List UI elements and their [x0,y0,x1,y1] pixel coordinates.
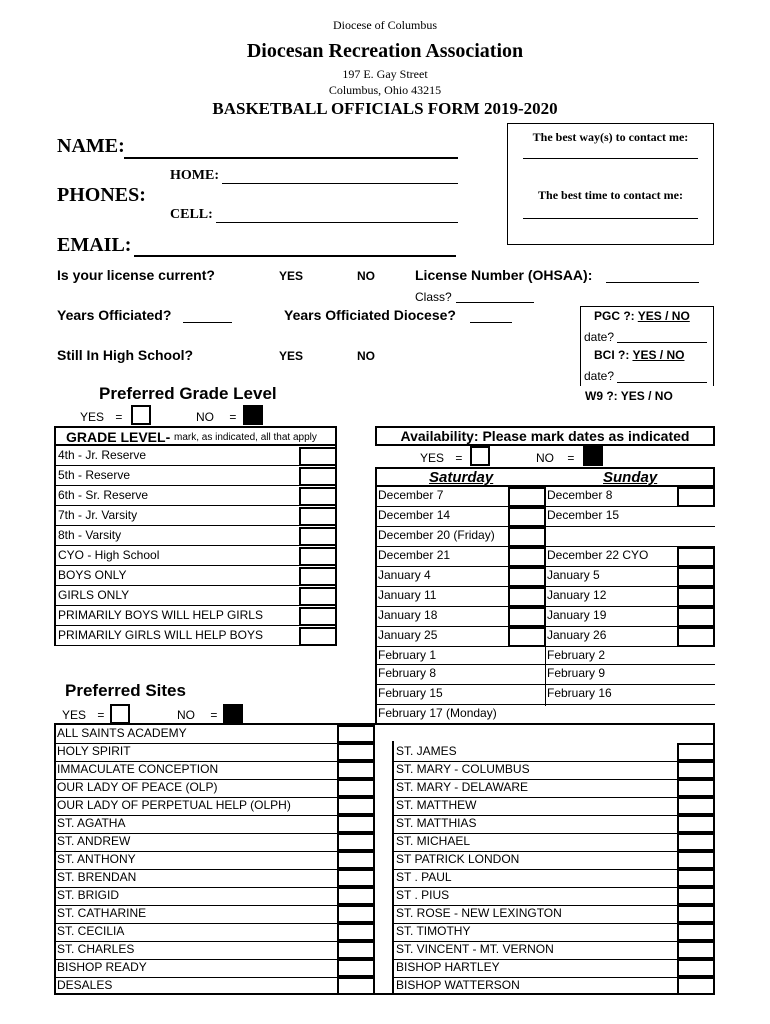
grade-label: PRIMARILY GIRLS WILL HELP BOYS [58,628,263,642]
site-right-label: ST. MATTHIAS [396,816,477,830]
grade-checkbox[interactable] [299,567,337,586]
site-right-label: ST. JAMES [396,744,457,758]
site-left-checkbox[interactable] [337,779,375,797]
site-right-checkbox[interactable] [677,887,715,905]
site-left-checkbox[interactable] [337,941,375,959]
years-officiated-field[interactable] [183,322,232,323]
sunday-checkbox[interactable] [677,547,715,567]
availability-header [375,426,715,446]
grade-no-eq: = [229,410,237,424]
grade-checkbox[interactable] [299,587,337,606]
grade-label: 7th - Jr. Varsity [58,508,138,522]
site-right-checkbox[interactable] [677,905,715,923]
sunday-checkbox[interactable] [677,607,715,627]
site-right-label: BISHOP HARTLEY [396,960,500,974]
saturday-checkbox[interactable] [508,567,546,587]
site-left-label: OUR LADY OF PERPETUAL HELP (OLPH) [57,798,291,812]
site-right-label: ST . PAUL [396,870,452,884]
sunday-header: Sunday [603,469,658,486]
availability-no-legend [536,451,574,465]
sunday-date: December 8 [547,488,613,502]
sites-no-sample-box [223,704,243,724]
grade-row [54,506,337,526]
license-no-option[interactable]: NO [357,269,375,283]
grade-label: 8th - Varsity [58,528,122,542]
site-right-label: ST. MARY - COLUMBUS [396,762,530,776]
sites-heading: Preferred Sites [65,681,186,700]
site-left-label: HOLY SPIRIT [57,744,131,758]
site-right-label: ST. MATTHEW [396,798,477,812]
saturday-date: February 1 [378,648,437,662]
license-number-field[interactable] [606,282,699,283]
grade-row [54,486,337,506]
saturday-date: February 17 (Monday) [378,706,497,720]
grade-label: BOYS ONLY [58,568,127,582]
class-label: Class? [415,290,452,304]
site-right-label: ST . PIUS [396,888,450,902]
availability-divider [545,485,546,706]
avail-left-rule [375,485,377,725]
pgc-date-label: date? [584,330,615,344]
sunday-date: January 19 [547,608,607,622]
high-school-yes-option[interactable]: YES [279,349,304,363]
grade-row [54,626,337,646]
site-right-checkbox[interactable] [677,959,715,977]
diocese-label: Diocese of Columbus [333,18,437,32]
years-officiated-label: Years Officiated? [57,307,172,323]
contact-time-line[interactable] [523,218,698,219]
site-right-label: ST. TIMOTHY [396,924,471,938]
grade-label: CYO - High School [58,548,160,562]
bci-label-text: BCI ?: [594,348,633,362]
home-phone-field[interactable] [222,183,458,184]
site-left-label: ST. CECILIA [57,924,125,938]
email-field[interactable] [134,255,456,257]
sites-no-text: NO [177,708,195,722]
grade-checkbox[interactable] [299,547,337,566]
site-right-checkbox[interactable] [677,761,715,779]
availability-no-sample-box [583,446,603,466]
address-line1: 197 E. Gay Street [342,67,428,81]
sites-yes-sample-box [110,704,130,724]
sunday-date: January 12 [547,588,607,602]
site-left-label: ST. CATHARINE [57,906,147,920]
site-right-checkbox[interactable] [677,923,715,941]
bci-label [594,348,684,362]
saturday-date: February 8 [378,666,437,680]
sunday-date: February 2 [547,648,606,662]
site-left-checkbox[interactable] [337,977,375,995]
sunday-date: January 26 [547,628,607,642]
saturday-date: January 4 [378,568,431,582]
email-label: EMAIL: [57,234,132,256]
years-diocese-label: Years Officiated Diocese? [284,307,456,323]
sunday-checkbox[interactable] [677,567,715,587]
site-left-checkbox[interactable] [337,743,375,761]
form-title: BASKETBALL OFFICIALS FORM 2019-2020 [212,99,558,118]
grade-checkbox[interactable] [299,627,337,646]
sites-divider [392,741,394,994]
sunday-checkbox[interactable] [677,587,715,607]
license-number-label: License Number (OHSAA): [415,267,593,283]
grade-yes-sample-box [131,405,151,425]
site-left-label: ALL SAINTS ACADEMY [57,726,187,740]
organization-title: Diocesan Recreation Association [246,40,524,62]
grade-checkbox[interactable] [299,507,337,526]
saturday-checkbox[interactable] [508,587,546,607]
phones-label: PHONES: [57,184,146,206]
grade-row [54,526,337,546]
site-right-checkbox[interactable] [677,779,715,797]
high-school-label: Still In High School? [57,347,194,363]
grade-checkbox[interactable] [299,467,337,486]
site-right-checkbox[interactable] [677,851,715,869]
site-left-label: ST. ANDREW [57,834,131,848]
address-line2: Columbus, Ohio 43215 [328,83,442,97]
site-left-label: BISHOP READY [57,960,147,974]
site-right-checkbox[interactable] [677,815,715,833]
grade-yes-legend [80,410,122,424]
grade-row [54,466,337,486]
license-current-label: Is your license current? [57,267,215,283]
saturday-date: January 11 [378,588,437,602]
sites-no-eq: = [210,708,218,722]
pgc-label [594,309,690,323]
saturday-checkbox[interactable] [508,627,546,647]
license-yes-option[interactable]: YES [279,269,304,283]
sunday-date: February 16 [547,686,612,700]
site-right-checkbox[interactable] [677,869,715,887]
sunday-date: February 9 [547,666,606,680]
home-phone-label: HOME: [170,168,219,183]
grade-row [54,606,337,626]
saturday-checkbox[interactable] [508,607,546,627]
sunday-checkbox[interactable] [677,627,715,647]
class-field[interactable] [456,302,534,303]
site-left-checkbox[interactable] [337,923,375,941]
site-left-checkbox[interactable] [337,815,375,833]
site-right-checkbox[interactable] [677,797,715,815]
availability-no-text: NO [536,451,554,465]
site-right-label: ST. ROSE - NEW LEXINGTON [396,906,562,920]
site-left-checkbox[interactable] [337,761,375,779]
cell-phone-field[interactable] [216,222,458,223]
grade-no-legend [196,410,236,424]
saturday-date: January 18 [378,608,438,622]
contact-time-label: The best time to contact me: [538,188,683,202]
site-right-checkbox[interactable] [677,941,715,959]
site-right-label: ST. MARY - DELAWARE [396,780,529,794]
saturday-date: December 21 [378,548,451,562]
grade-row [54,566,337,586]
contact-way-line[interactable] [523,158,698,159]
grade-no-text: NO [196,410,214,424]
availability-yes-eq: = [455,451,463,465]
name-label: NAME: [57,135,125,157]
availability-no-eq: = [567,451,575,465]
site-left-checkbox[interactable] [337,959,375,977]
site-right-label: BISHOP WATTERSON [396,978,520,992]
sunday-checkbox[interactable] [677,487,715,507]
site-left-checkbox[interactable] [337,887,375,905]
site-left-checkbox[interactable] [337,725,375,743]
grade-checkbox[interactable] [299,527,337,546]
site-left-label: ST. ANTHONY [57,852,136,866]
grade-label: 5th - Reserve [58,468,131,482]
grade-checkbox[interactable] [299,607,337,626]
site-right-checkbox[interactable] [677,833,715,851]
availability-yes-sample-box [470,446,490,466]
grade-row [54,446,337,466]
site-right-label: ST. VINCENT - MT. VERNON [396,942,554,956]
w9-options[interactable]: W9 ?: YES / NO [585,389,673,403]
site-left-label: ST. BRIGID [57,888,120,902]
saturday-date: January 25 [378,628,438,642]
bci-options[interactable]: YES / NO [632,348,685,362]
site-right-checkbox[interactable] [677,743,715,761]
site-left-checkbox[interactable] [337,851,375,869]
site-left-label: DESALES [57,978,113,992]
grade-yes-eq: = [115,410,123,424]
site-left-checkbox[interactable] [337,797,375,815]
availability-header-text: Availability: Please mark dates as indicated [400,428,690,444]
bci-date-label: date? [584,369,615,383]
grade-checkbox[interactable] [299,447,337,466]
grade-label: GIRLS ONLY [58,588,130,602]
sites-yes-eq: = [97,708,105,722]
grade-heading: Preferred Grade Level [99,384,277,403]
grade-yes-text: YES [80,410,105,424]
grade-label: 4th - Jr. Reserve [58,448,147,462]
cell-phone-label: CELL: [170,207,213,222]
site-left-checkbox[interactable] [337,869,375,887]
grade-row [54,586,337,606]
high-school-no-option[interactable]: NO [357,349,375,363]
sites-no-legend [177,708,217,722]
pgc-left-rule [580,306,581,386]
pgc-label-text: PGC ?: [594,309,638,323]
saturday-header: Saturday [429,469,494,486]
site-left-checkbox[interactable] [337,905,375,923]
sites-yes-text: YES [62,708,87,722]
site-left-checkbox[interactable] [337,833,375,851]
grade-row [54,546,337,566]
day-header-row [375,467,715,487]
bci-date-field[interactable] [617,382,707,383]
site-left-label: IMMACULATE CONCEPTION [57,762,219,776]
sunday-date: January 5 [547,568,600,582]
site-right-label: ST PATRICK LONDON [396,852,520,866]
site-left-label: OUR LADY OF PEACE (OLP) [57,780,218,794]
saturday-checkbox[interactable] [508,487,546,507]
availability-yes-legend [420,451,462,465]
pgc-options[interactable]: YES / NO [637,309,690,323]
site-right-label: ST. MICHAEL [396,834,471,848]
saturday-checkbox[interactable] [508,507,546,527]
grade-checkbox[interactable] [299,487,337,506]
pgc-date-field[interactable] [617,342,707,343]
saturday-checkbox[interactable] [508,527,546,547]
years-diocese-field[interactable] [470,322,512,323]
grade-header-note: mark, as indicated, all that apply [174,432,317,443]
saturday-checkbox[interactable] [508,547,546,567]
saturday-date: December 14 [378,508,451,522]
contact-box [507,123,714,245]
contact-way-label: The best way(s) to contact me: [532,130,689,144]
availability-yes-text: YES [420,451,445,465]
name-field[interactable] [124,157,458,159]
saturday-date: December 20 (Friday) [378,528,495,542]
sunday-date: December 22 CYO [547,548,649,562]
site-right-checkbox[interactable] [677,977,715,995]
sites-yes-legend [62,708,104,722]
sunday-date: December 15 [547,508,620,522]
site-left-label: ST. CHARLES [57,942,135,956]
grade-header-bold: GRADE LEVEL- [66,429,171,445]
saturday-date: February 15 [378,686,443,700]
grade-table-header [54,426,337,446]
grade-no-sample-box [243,405,263,425]
saturday-date: December 7 [378,488,444,502]
pgc-right-rule [713,306,714,386]
grade-label: 6th - Sr. Reserve [58,488,149,502]
site-left-label: ST. AGATHA [57,816,126,830]
site-left-label: ST. BRENDAN [57,870,137,884]
grade-label: PRIMARILY BOYS WILL HELP GIRLS [58,608,263,622]
pgc-top-rule [580,306,714,307]
